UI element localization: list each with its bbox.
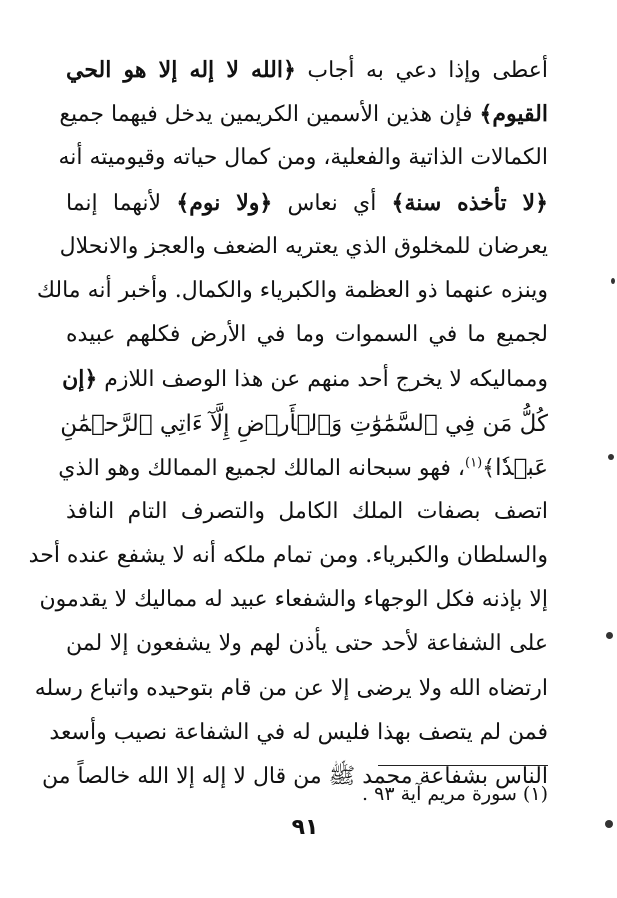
text-run: لأنهما إنما	[66, 190, 177, 216]
text-line	[62, 357, 548, 401]
text-run: على الشفاعة لأحد حتى يأذن لهم ولا يشفعون إلا لمن	[66, 631, 548, 657]
scan-mark	[605, 820, 613, 828]
quote-text: ﴿الله لا إله إلا هو الحي	[66, 57, 296, 83]
quote-text: القيوم﴾	[479, 101, 548, 128]
verse-text: كُلُّ مَن فِي ٱلسَّمَٰوَٰتِ وَٱلۡأَرۡضِ إِلَّآ ءَاتِي ٱلرَّحۡمَٰنِ	[60, 410, 548, 437]
footnote-separator	[378, 765, 548, 766]
text-run: إلا بإذنه فكل الوجهاء والشفعاء عبيد له مماليك لا يقدمون	[39, 587, 548, 613]
text-line	[59, 225, 548, 269]
text-line	[49, 711, 548, 755]
text-line	[28, 534, 548, 578]
text-run: الناس بشفاعة محمد ﷺ من قال لا إله إلا الله خالصاً من	[41, 764, 548, 789]
text-run: ارتضاه الله ولا يرضى إلا عن من قام بتوحيده واتباع رسله	[34, 675, 548, 701]
text-run: ﴾	[482, 455, 496, 481]
text-line	[60, 402, 548, 446]
footnote-ref: (١)	[465, 455, 483, 471]
text-run: أعطى وإذا دعي به أجاب	[295, 58, 548, 83]
text-line	[66, 622, 548, 666]
scan-mark	[606, 632, 613, 639]
page-number: ٩١	[291, 815, 319, 840]
text-run: والسلطان والكبرياء. ومن تمام ملكه أنه لا يشفع عنده أحد	[28, 543, 548, 569]
text-line	[59, 92, 548, 136]
quote-text: ﴿إن	[62, 366, 98, 393]
text-run: اتصف بصفات الملك الكامل والتصرف التام النافذ	[66, 498, 548, 524]
text-line	[34, 667, 548, 711]
text-run: وينزه عنهما ذو العظمة والكبرياء والكمال. وأخبر أنه مالك	[36, 277, 548, 303]
text-run: ، فهو سبحانه المالك لجميع الممالك وهو الذي	[58, 455, 466, 481]
text-line	[36, 269, 548, 313]
scan-mark	[611, 278, 615, 284]
text-run: أي نعاس	[272, 190, 392, 216]
text-line	[58, 446, 548, 490]
text-run: الكمالات الذاتية والفعلية، ومن كمال حياته وقيوميته أنه	[58, 145, 548, 171]
text-line	[39, 578, 548, 622]
text-run: فمن لم يتصف بهذا فليس له في الشفاعة نصيب وأسعد	[49, 719, 548, 745]
quote-text: ﴿ولا نوم﴾	[176, 189, 273, 216]
verse-text: عَبۡدٗا	[495, 454, 548, 481]
text-line	[66, 48, 548, 92]
text-line	[58, 136, 548, 180]
body-text	[28, 48, 548, 799]
text-run: فإن هذين الأسمين الكريمين يدخل فيهما جميع	[59, 102, 480, 128]
text-line	[66, 181, 548, 225]
text-line	[66, 490, 548, 534]
scan-mark	[608, 454, 614, 460]
text-line	[66, 313, 548, 357]
quote-text: ﴿لا تأخذه سنة﴾	[391, 189, 548, 216]
text-run: ومماليكه لا يخرج أحد منهم عن هذا الوصف اللازم	[97, 367, 548, 393]
footnote: (١) سورة مريم آية ٩٣ .	[362, 783, 548, 805]
text-run: لجميع ما في السموات وما في الأرض فكلهم عبيده	[66, 322, 548, 348]
text-run: يعرضان للمخلوق الذي يعتريه الضعف والعجز والانحلال	[59, 233, 548, 259]
